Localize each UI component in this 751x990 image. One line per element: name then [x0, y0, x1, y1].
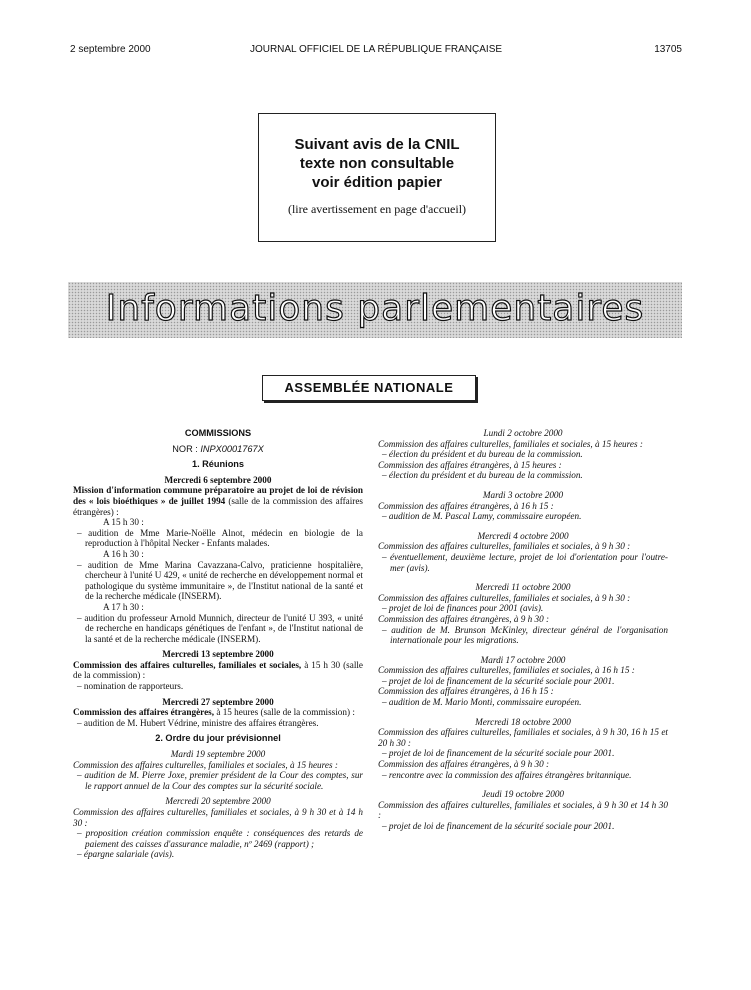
agenda-item: – audition de M. Brunson McKinley, directeur général de l'organisation internationale pour les migrations.	[382, 624, 668, 646]
time-label: A 15 h 30 :	[103, 517, 144, 528]
banner-title: Informations parlementaires	[105, 288, 645, 329]
date-heading: Mercredi 18 octobre 2000	[475, 716, 571, 727]
header-journal-title: JOURNAL OFFICIEL DE LA RÉPUBLIQUE FRANÇAISE	[249, 44, 503, 55]
mission-entry: Mission d'information commune préparatoire au projet de loi de révision des « lois bioéthiques » de juillet 1994 (salle de la commission des affaires étrangères) :	[73, 485, 363, 517]
nor-reference: NOR : INPX0001767X	[172, 443, 264, 454]
commission-entry: Commission des affaires culturelles, familiales et sociales, à 15 heures :	[73, 759, 338, 770]
commission-entry: Commission des affaires culturelles, familiales et sociales, à 16 h 15 :	[378, 665, 635, 676]
date-heading: Mercredi 20 septembre 2000	[165, 796, 271, 807]
header-date: 2 septembre 2000	[70, 44, 151, 55]
right-column	[378, 428, 668, 832]
commission-entry: Commission des affaires culturelles, familiales et sociales, à 15 h 30 (salle de la commission) :	[73, 659, 363, 681]
commission-entry: Commission des affaires culturelles, familiales et sociales, à 9 h 30 et à 14 h 30 :	[73, 807, 363, 828]
agenda-item: – audition de M. Hubert Védrine, ministre des affaires étrangères.	[77, 717, 319, 728]
agenda-item: – audition de Mme Marie-Noëlle Alnot, médecin en biologie de la reproduction à l'hôpital Necker - Enfants malades.	[77, 527, 363, 549]
agenda-item: – audition de M. Pascal Lamy, commissaire européen.	[382, 511, 582, 522]
page-header	[70, 44, 682, 60]
section-banner	[68, 282, 682, 338]
notice-line-3: voir édition papier	[311, 174, 443, 191]
agenda-item: – proposition création commission enquête : conséquences des retards de paiement des caisses d'assurance maladie, nº 2469 (rapport) ;	[77, 828, 363, 849]
notice-line-4: (lire avertissement en page d'accueil)	[287, 202, 467, 216]
agenda-item: – épargne salariale (avis).	[77, 849, 175, 860]
commission-entry: Commission des affaires culturelles, familiales et sociales, à 9 h 30 :	[378, 592, 631, 603]
notice-line-1: Suivant avis de la CNIL	[294, 136, 460, 153]
time-label: A 16 h 30 :	[103, 548, 144, 559]
date-heading: Mardi 3 octobre 2000	[482, 489, 564, 500]
header-page-number: 13705	[654, 44, 682, 55]
date-heading: Mercredi 4 octobre 2000	[477, 530, 569, 541]
agenda-item: – projet de loi de financement de la sécurité sociale pour 2001.	[382, 748, 615, 759]
date-heading: Mercredi 6 septembre 2000	[164, 474, 272, 485]
time-label: A 17 h 30 :	[103, 601, 144, 612]
agenda-item: – audition de Mme Marina Cavazzana-Calvo, praticienne hospitalière, chercheur à l'unité U 429, « unité de recherche en développement normal et pathologique du système immunitaire », de l'Institut national de la santé et de la recherche médicale (INSERM).	[77, 559, 363, 602]
agenda-item: – élection du président et du bureau de la commission.	[382, 449, 583, 460]
commission-entry: Commission des affaires étrangères, à 16 h 15 :	[378, 686, 554, 697]
date-heading: Mercredi 13 septembre 2000	[162, 649, 274, 660]
agenda-item: – projet de loi de finances pour 2001 (avis).	[382, 603, 544, 614]
cnil-notice-box	[258, 113, 496, 242]
date-heading: Mardi 17 octobre 2000	[480, 654, 566, 665]
agenda-item: – nomination de rapporteurs.	[77, 681, 184, 692]
date-heading: Mercredi 11 octobre 2000	[475, 582, 571, 593]
agenda-item: – projet de loi de financement de la sécurité sociale pour 2001.	[382, 675, 615, 686]
notice-line-2: texte non consultable	[299, 155, 455, 172]
left-column	[73, 428, 363, 860]
assembly-heading: ASSEMBLÉE NATIONALE	[262, 375, 476, 401]
commission-entry: Commission des affaires étrangères, à 15 heures (salle de la commission) :	[73, 707, 355, 718]
commission-entry: Commission des affaires étrangères, à 15 heures :	[378, 459, 562, 470]
date-heading: Mardi 19 septembre 2000	[170, 749, 266, 760]
commission-entry: Commission des affaires étrangères, à 9 h 30 :	[378, 759, 550, 770]
agenda-item: – audition de M. Pierre Joxe, premier président de la Cour des comptes, sur le rapport annuel de la Cour des comptes sur la sécurité sociale.	[77, 770, 363, 791]
commission-entry: Commission des affaires culturelles, familiales et sociales, à 15 heures :	[378, 438, 643, 449]
section-reunions: 1. Réunions	[191, 459, 245, 470]
commission-entry: Commission des affaires culturelles, familiales et sociales, à 9 h 30, 16 h 15 et 20 h 30 :	[378, 727, 668, 748]
commission-entry: Commission des affaires étrangères, à 9 h 30 :	[378, 613, 550, 624]
agenda-item: – audition de M. Mario Monti, commissaire européen.	[382, 697, 582, 708]
commission-entry: Commission des affaires étrangères, à 16 h 15 :	[378, 500, 554, 511]
commission-entry: Commission des affaires culturelles, familiales et sociales, à 9 h 30 et 14 h 30 :	[378, 799, 668, 821]
commissions-heading: COMMISSIONS	[184, 428, 252, 438]
date-heading: Mercredi 27 septembre 2000	[162, 696, 274, 707]
agenda-item: – rencontre avec la commission des affaires étrangères britannique.	[382, 769, 632, 780]
date-heading: Jeudi 19 octobre 2000	[481, 789, 565, 800]
agenda-item: – élection du président et du bureau de la commission.	[382, 470, 583, 481]
agenda-item: – projet de loi de financement de la sécurité sociale pour 2001.	[382, 821, 615, 831]
commission-entry: Commission des affaires culturelles, familiales et sociales, à 9 h 30 :	[378, 541, 631, 552]
agenda-item: – éventuellement, deuxième lecture, projet de loi d'orientation pour l'outre-mer (avis).	[382, 551, 668, 573]
agenda-item: – audition du professeur Arnold Munnich, directeur de l'unité U 393, « unité de recherche en handicaps génétiques de l'enfant », de l'Institut national de la santé et de la recherche médicale (INSERM).	[77, 612, 363, 644]
section-ordre-du-jour: 2. Ordre du jour prévisionnel	[155, 733, 281, 744]
date-heading: Lundi 2 octobre 2000	[483, 428, 563, 438]
